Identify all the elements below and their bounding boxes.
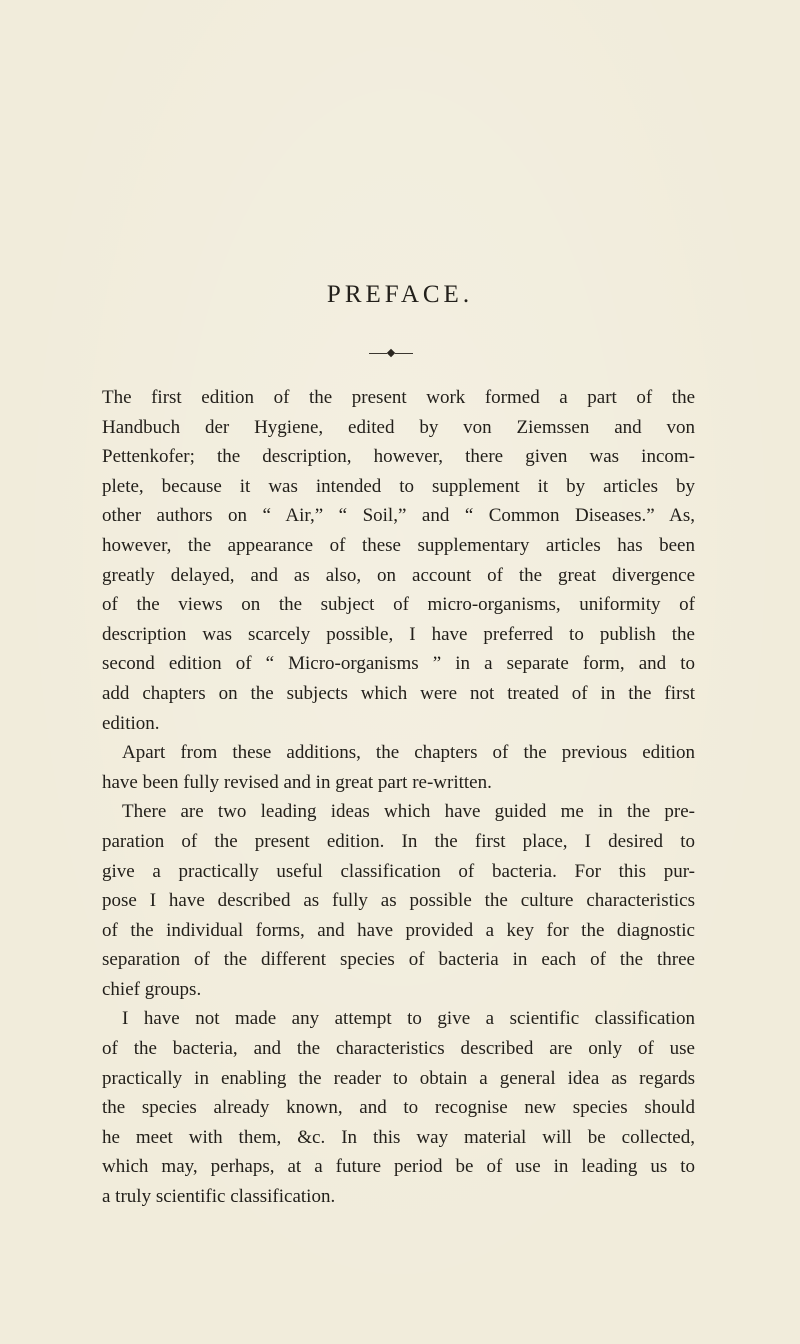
page-title: PREFACE. xyxy=(326,281,474,308)
text-line: description was scarcely possible, I have preferred to publish the xyxy=(102,623,695,645)
text-line: Handbuch der Hygiene, edited by von Ziemssen and von xyxy=(102,416,695,438)
text-line: add chapters on the subjects which were not treated of in the first xyxy=(102,682,695,704)
paragraph-1 xyxy=(102,383,695,738)
text-line: have been fully revised and in great part re-written. xyxy=(102,771,492,793)
text-line: which may, perhaps, at a future period be of use in leading us to xyxy=(102,1156,695,1178)
text-line: second edition of “ Micro-organisms ” in a separate form, and to xyxy=(102,653,695,675)
text-line: greatly delayed, and as also, on account of the great divergence xyxy=(102,564,695,586)
ornament-right-line xyxy=(395,353,413,354)
text-line: of the views on the subject of micro-organisms, uniformity of xyxy=(102,594,695,616)
paragraph-4 xyxy=(102,1004,695,1211)
text-line: The first edition of the present work formed a part of the xyxy=(102,387,695,408)
text-line: separation of the different species of bacteria in each of the three xyxy=(102,949,695,971)
title-ornament-rule xyxy=(369,350,413,358)
text-line: plete, because it was intended to supplement it by articles by xyxy=(102,475,695,497)
text-line: of the individual forms, and have provided a key for the diagnostic xyxy=(102,919,695,941)
text-line: he meet with them, &c. In this way material will be collected, xyxy=(102,1126,695,1148)
text-line: however, the appearance of these supplementary articles has been xyxy=(102,534,695,556)
diamond-ornament-icon xyxy=(387,349,395,357)
text-line: Apart from these additions, the chapters of the previous edition xyxy=(122,742,695,764)
text-line: of the bacteria, and the characteristics described are only of use xyxy=(102,1038,695,1060)
preface-body xyxy=(102,383,695,1212)
text-line: pose I have described as fully as possible the culture characteristics xyxy=(102,890,695,912)
text-line: a truly scientific classification. xyxy=(102,1186,336,1208)
text-line: the species already known, and to recognise new species should xyxy=(102,1097,695,1119)
text-line: edition. xyxy=(102,712,160,734)
text-line: Pettenkofer; the description, however, there given was incom- xyxy=(102,446,695,468)
text-line: There are two leading ideas which have guided me in the pre- xyxy=(122,801,695,823)
text-line: paration of the present edition. In the first place, I desired to xyxy=(102,830,695,852)
paragraph-2 xyxy=(102,738,695,797)
text-line: practically in enabling the reader to obtain a general idea as regards xyxy=(102,1067,695,1089)
text-line: I have not made any attempt to give a scientific classification xyxy=(122,1008,695,1030)
ornament-left-line xyxy=(369,353,387,354)
text-line: other authors on “ Air,” “ Soil,” and “ Common Diseases.” As, xyxy=(102,505,695,527)
text-line: chief groups. xyxy=(102,978,202,1000)
text-line: give a practically useful classification of bacteria. For this pur- xyxy=(102,860,695,882)
paragraph-3 xyxy=(102,797,695,1004)
